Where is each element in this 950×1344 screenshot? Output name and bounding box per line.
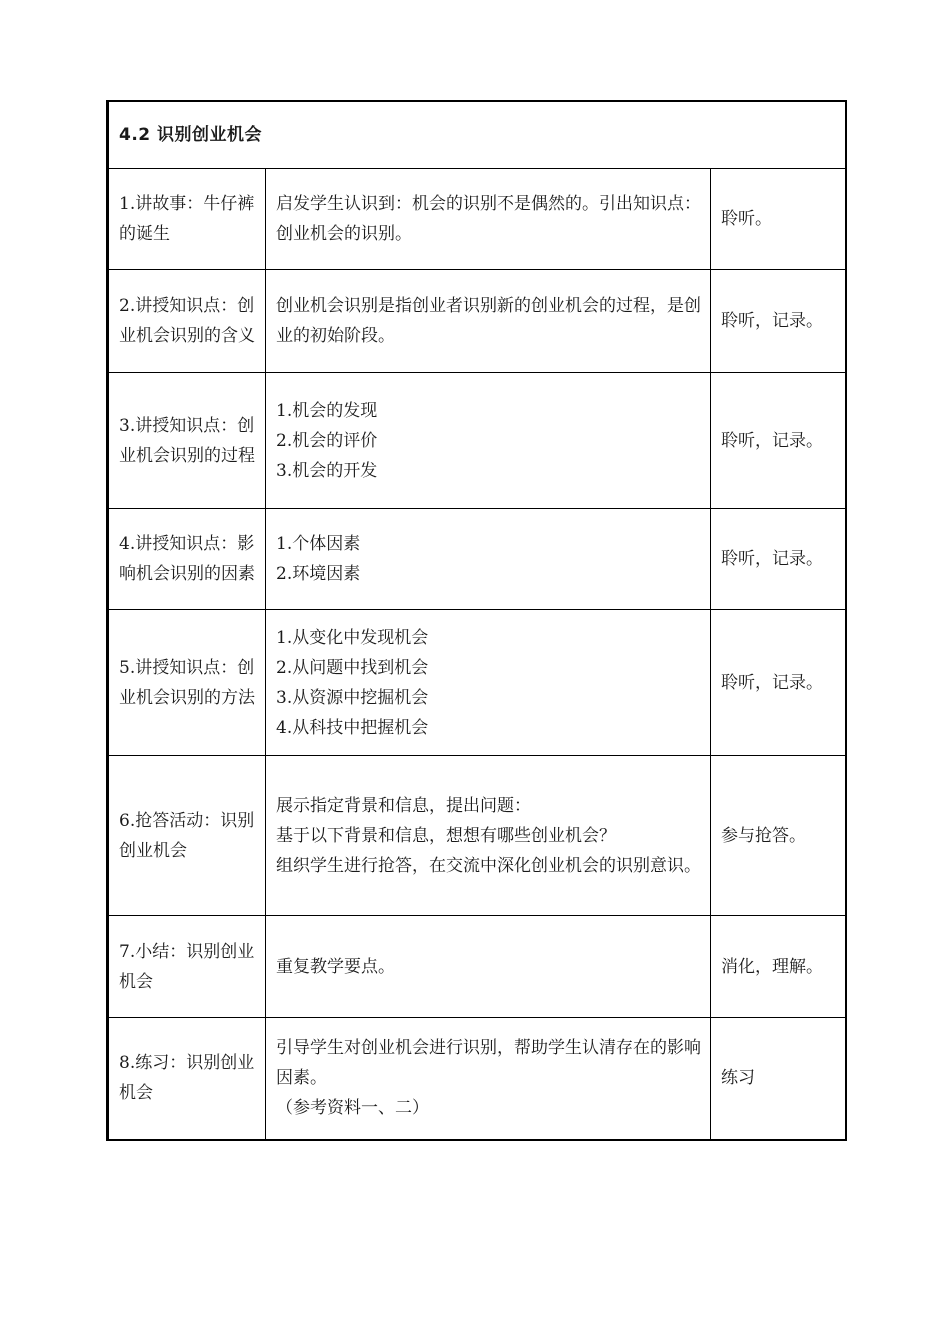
step-cell: 8.练习：识别创业机会 (108, 1018, 266, 1140)
content-cell (266, 169, 711, 270)
content-cell (266, 373, 711, 509)
content-cell (266, 916, 711, 1018)
activity-cell: 参与抢答。 (711, 756, 846, 916)
content-line: 1.机会的发现 (276, 400, 378, 421)
step-cell: 1.讲故事：牛仔裤的诞生 (108, 169, 266, 270)
content-line: 1.个体因素 (276, 534, 361, 554)
table-row (108, 373, 846, 509)
content-line: 启发学生认识到：机会的识别不是偶然的。引出知识点：创业机会的识别。 (276, 194, 701, 244)
lesson-plan-table (106, 100, 847, 1141)
content-line: （参考资料一、二） (276, 1098, 429, 1119)
content-line: 基于以下背景和信息，想想有哪些创业机会？ (276, 825, 616, 846)
activity-cell: 聆听，记录。 (711, 610, 846, 756)
content-line: 重复教学要点。 (276, 956, 395, 977)
activity-cell: 聆听。 (711, 169, 846, 270)
table-row (108, 1018, 846, 1140)
table-row (108, 509, 846, 610)
step-cell: 4.讲授知识点：影响机会识别的因素 (108, 509, 266, 610)
activity-cell: 聆听，记录。 (711, 373, 846, 509)
table-row (108, 270, 846, 373)
content-cell (266, 1018, 711, 1140)
step-cell: 3.讲授知识点：创业机会识别的过程 (108, 373, 266, 509)
content-line: 2.环境因素 (276, 564, 361, 584)
content-line: 3.从资源中挖掘机会 (276, 687, 429, 708)
content-line: 组织学生进行抢答，在交流中深化创业机会的识别意识。 (276, 855, 701, 876)
step-cell: 5.讲授知识点：创业机会识别的方法 (108, 610, 266, 756)
step-cell: 6.抢答活动：识别创业机会 (108, 756, 266, 916)
step-cell: 2.讲授知识点：创业机会识别的含义 (108, 270, 266, 373)
content-cell (266, 610, 711, 756)
activity-cell: 聆听，记录。 (711, 509, 846, 610)
content-cell (266, 756, 711, 916)
activity-cell: 练习 (711, 1018, 846, 1140)
table-row (108, 756, 846, 916)
content-line: 2.从问题中找到机会 (276, 657, 429, 678)
content-line: 4.从科技中把握机会 (276, 717, 429, 738)
content-cell (266, 509, 711, 610)
table-row (108, 169, 846, 270)
table-row (108, 916, 846, 1018)
content-cell (266, 270, 711, 373)
step-cell: 7.小结：识别创业机会 (108, 916, 266, 1018)
section-title-row (108, 101, 846, 169)
content-line: 展示指定背景和信息，提出问题： (276, 795, 531, 816)
content-line: 引导学生对创业机会进行识别，帮助学生认清存在的影响因素。 (276, 1038, 701, 1089)
content-line: 3.机会的开发 (276, 460, 378, 481)
section-title: 4.2 识别创业机会 (108, 101, 846, 169)
table-row (108, 610, 846, 756)
content-line: 创业机会识别是指创业者识别新的创业机会的过程，是创业的初始阶段。 (276, 296, 701, 346)
activity-cell: 聆听，记录。 (711, 270, 846, 373)
content-line: 1.从变化中发现机会 (276, 627, 429, 648)
activity-cell: 消化，理解。 (711, 916, 846, 1018)
content-line: 2.机会的评价 (276, 430, 378, 451)
